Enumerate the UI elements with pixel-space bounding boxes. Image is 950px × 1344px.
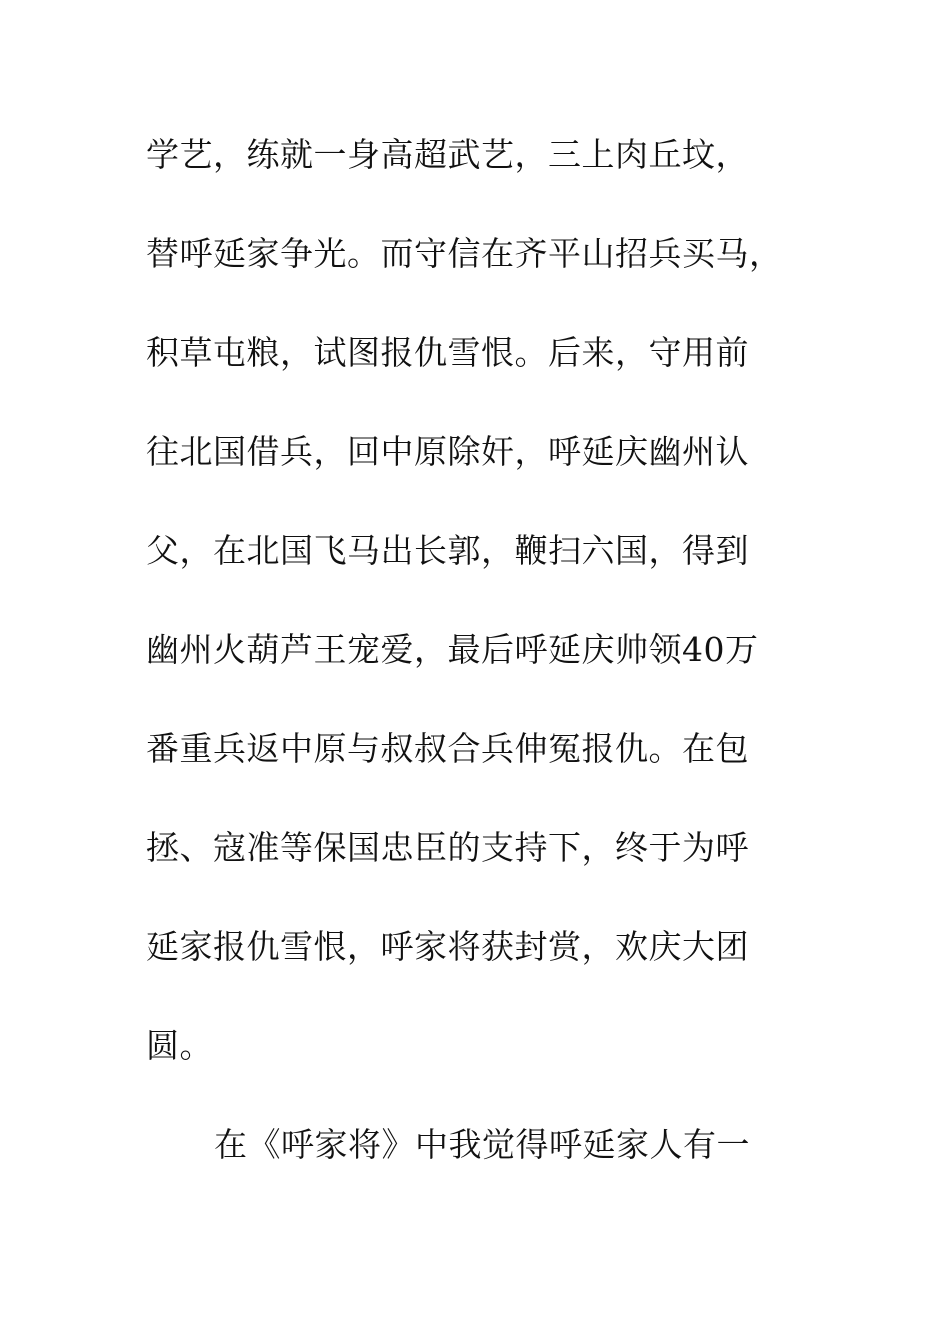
text-line: 拯、寇准等保国忠臣的支持下，终于为呼 — [146, 828, 749, 867]
text-line: 番重兵返中原与叔叔合兵伸冤报仇。在包 — [146, 729, 749, 768]
text-line: 圆。 — [146, 1026, 213, 1065]
text-line: 替呼延家争光。而守信在齐平山招兵买马， — [146, 234, 783, 273]
text-line: 积草屯粮，试图报仇雪恨。后来，守用前 — [146, 333, 749, 372]
text-line: 往北国借兵，回中原除奸，呼延庆幽州认 — [146, 432, 749, 471]
text-line: 幽州火葫芦王宠爱，最后呼延庆帅领40万 — [146, 630, 759, 669]
text-line: 学艺，练就一身高超武艺，三上肉丘坟， — [146, 135, 749, 174]
text-line: 延家报仇雪恨，呼家将获封赏，欢庆大团 — [146, 927, 749, 966]
paragraph-start-line: 在《呼家将》中我觉得呼延家人有一 — [214, 1125, 750, 1164]
body-text — [146, 123, 826, 1212]
text-line: 父，在北国飞马出长郭，鞭扫六国，得到 — [146, 531, 749, 570]
